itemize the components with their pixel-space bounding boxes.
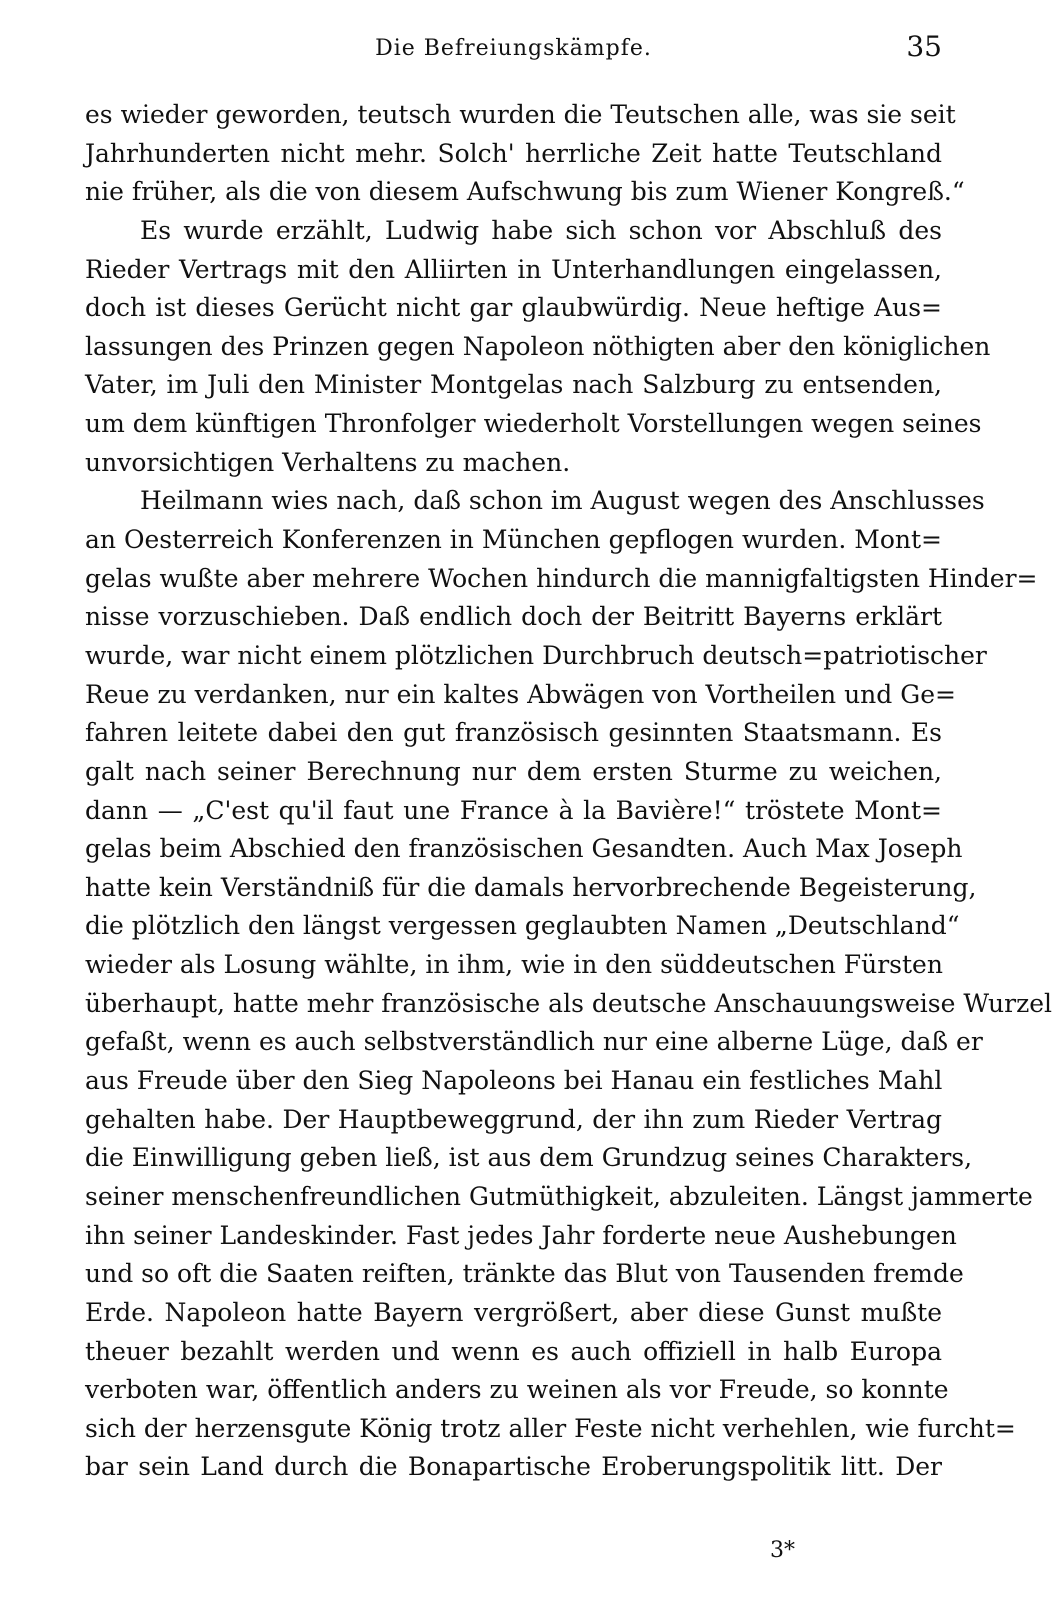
text-line: sich der herzensgute König trotz aller Feste nicht verhehlen, wie furcht=: [85, 1413, 1016, 1443]
page-header: [85, 30, 942, 74]
text-line: Heilmann wies nach, daß schon im August wegen des Anschlusses: [140, 486, 985, 516]
text-line: gehalten habe. Der Hauptbeweggrund, der ihn zum Rieder Vertrag: [85, 1104, 942, 1134]
text-line: überhaupt, hatte mehr französische als deutsche Anschauungsweise Wurzel: [85, 988, 1052, 1018]
text-line: Rieder Vertrags mit den Alliirten in Unterhandlungen eingelassen,: [85, 254, 942, 284]
text-line: Vater, im Juli den Minister Montgelas nach Salzburg zu entsenden,: [85, 370, 942, 400]
text-line: verboten war, öffentlich anders zu weinen als vor Freude, so konnte: [85, 1375, 949, 1405]
text-line: seiner menschenfreundlichen Gutmüthigkeit, abzuleiten. Längst jammerte: [85, 1181, 1033, 1211]
text-line: nie früher, als die von diesem Aufschwung bis zum Wiener Kongreß.“: [85, 177, 965, 207]
text-line: die plötzlich den längst vergessen geglaubten Namen „Deutschland“: [85, 911, 960, 941]
text-line: es wieder geworden, teutsch wurden die Teutschen alle, was sie seit: [85, 100, 956, 129]
body-text: [85, 96, 1052, 1487]
text-line: bar sein Land durch die Bonapartische Eroberungspolitik litt. Der: [85, 1452, 942, 1482]
text-line: um dem künftigen Thronfolger wiederholt Vorstellungen wegen seines: [85, 409, 982, 439]
text-line: Es wurde erzählt, Ludwig habe sich schon vor Abschluß des: [140, 215, 942, 245]
text-line: gefaßt, wenn es auch selbstverständlich nur eine alberne Lüge, daß er: [85, 1027, 983, 1057]
text-line: doch ist dieses Gerücht nicht gar glaubwürdig. Neue heftige Aus=: [85, 293, 942, 323]
text-line: wurde, war nicht einem plötzlichen Durchbruch deutsch=patriotischer: [85, 640, 987, 670]
text-line: die Einwilligung geben ließ, ist aus dem Grundzug seines Charakters,: [85, 1143, 973, 1173]
text-line: Erde. Napoleon hatte Bayern vergrößert, aber diese Gunst mußte: [85, 1297, 942, 1327]
text-line: aus Freude über den Sieg Napoleons bei Hanau ein festliches Mahl: [85, 1066, 943, 1096]
text-line: nisse vorzuschieben. Daß endlich doch der Beitritt Bayerns erklärt: [85, 602, 942, 632]
text-line: Reue zu verdanken, nur ein kaltes Abwägen von Vortheilen und Ge=: [85, 679, 956, 709]
text-line: theuer bezahlt werden und wenn es auch offiziell in halb Europa: [85, 1336, 942, 1366]
text-line: lassungen des Prinzen gegen Napoleon nöthigten aber den königlichen: [85, 331, 991, 361]
text-line: und so oft die Saaten reiften, tränkte das Blut von Tausenden fremde: [85, 1259, 964, 1289]
running-title: Die Befreiungskämpfe.: [375, 36, 652, 61]
signature-mark: 3*: [770, 1538, 795, 1563]
text-line: hatte kein Verständniß für die damals hervorbrechende Begeisterung,: [85, 872, 977, 902]
text-line: an Oesterreich Konferenzen in München gepflogen wurden. Mont=: [85, 525, 942, 555]
text-line: fahren leitete dabei den gut französisch gesinnten Staatsmann. Es: [85, 718, 942, 748]
text-line: Jahrhunderten nicht mehr. Solch' herrliche Zeit hatte Teutschland: [85, 138, 942, 168]
text-line: galt nach seiner Berechnung nur dem ersten Sturme zu weichen,: [85, 756, 942, 786]
text-line: gelas wußte aber mehrere Wochen hindurch die mannigfaltigsten Hinder=: [85, 563, 1038, 593]
text-line: dann — „C'est qu'il faut une France à la Bavière!“ tröstete Mont=: [85, 795, 942, 825]
text-line: wieder als Losung wählte, in ihm, wie in den süddeutschen Fürsten: [85, 950, 943, 980]
text-line: unvorsichtigen Verhaltens zu machen.: [85, 447, 571, 477]
page-number: 35: [906, 30, 942, 63]
text-line: gelas beim Abschied den französischen Gesandten. Auch Max Joseph: [85, 834, 963, 864]
text-line: ihn seiner Landeskinder. Fast jedes Jahr forderte neue Aushebungen: [85, 1220, 957, 1250]
